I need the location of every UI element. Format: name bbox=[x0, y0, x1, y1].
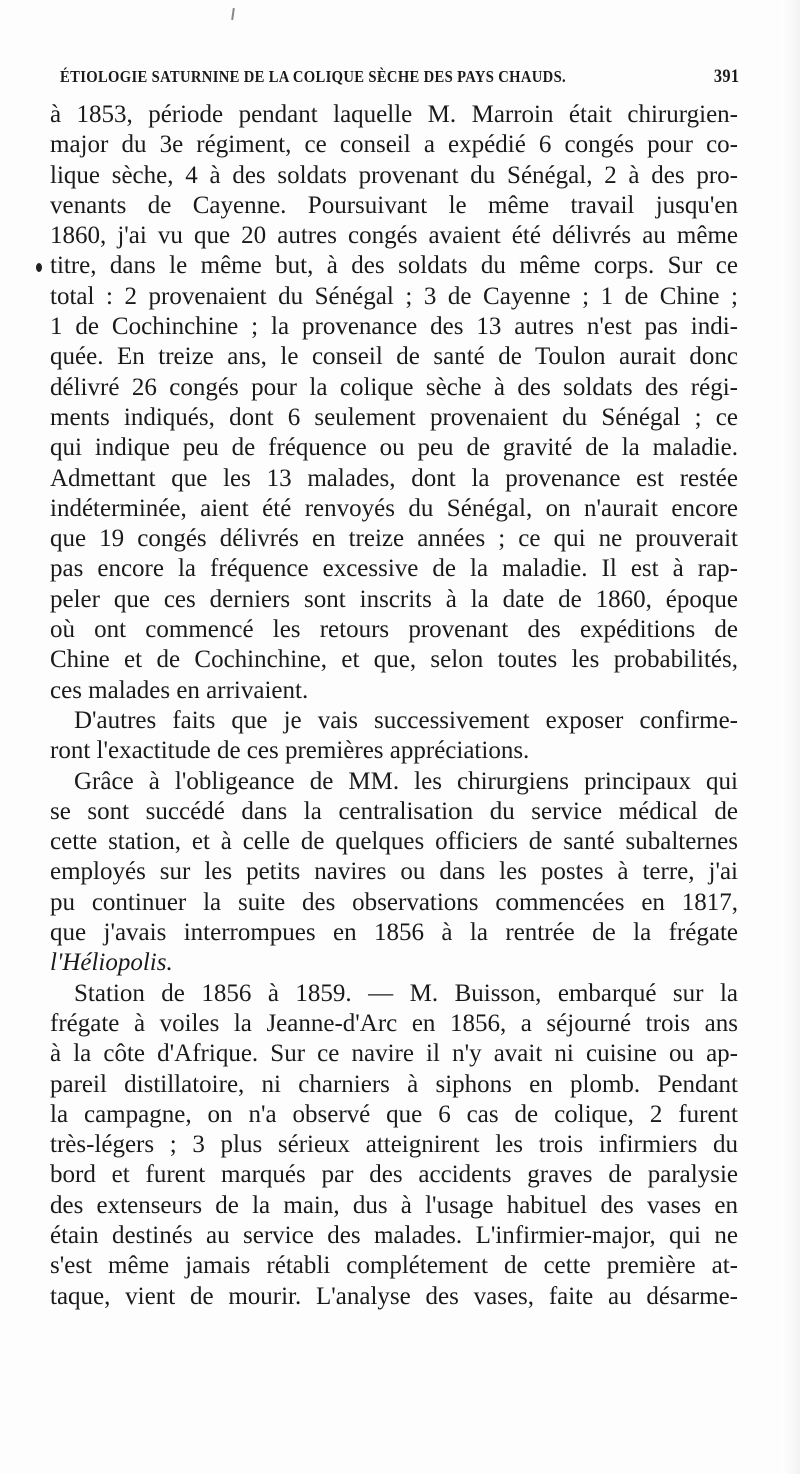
text-line: étain destinés au service des malades. L'infirmier-major, qui ne bbox=[50, 1221, 738, 1249]
text-line: frégate à voiles la Jeanne-d'Arc en 1856, a séjourné trois ans bbox=[50, 1009, 738, 1037]
text-line: employés sur les petits navires ou dans les postes à terre, j'ai bbox=[50, 858, 738, 886]
text-line: 1 de Cochinchine ; la provenance des 13 autres n'est pas indi- bbox=[50, 313, 738, 341]
text-line: pu continuer la suite des observations commencées en 1817, bbox=[50, 888, 738, 916]
text-line: D'autres faits que je vais successivement exposer confirme- bbox=[74, 706, 738, 734]
ink-mark bbox=[231, 8, 235, 20]
text-line: lique sèche, 4 à des soldats provenant du Sénégal, 2 à des pro- bbox=[50, 161, 738, 189]
text-line: Station de 1856 à 1859. — M. Buisson, embarqué sur la bbox=[74, 979, 738, 1007]
text-line: taque, vient de mourir. L'analyse des vases, faite au désarme- bbox=[50, 1282, 738, 1310]
text-line: cette station, et à celle de quelques officiers de santé subalternes bbox=[50, 828, 738, 856]
text-line: des extenseurs de la main, dus à l'usage habituel des vases en bbox=[50, 1191, 738, 1219]
text-line: ces malades en arrivaient. bbox=[50, 676, 309, 704]
text-line: se sont succédé dans la centralisation du service médical de bbox=[50, 797, 738, 825]
text-line: 1860, j'ai vu que 20 autres congés avaient été délivrés au même bbox=[50, 222, 738, 250]
text-line: major du 3e régiment, ce conseil a expédié 6 congés pour co- bbox=[50, 131, 738, 159]
header-title: ÉTIOLOGIE SATURNINE DE LA COLIQUE SÈCHE DES PAYS CHAUDS. bbox=[60, 67, 567, 86]
text-line: très-légers ; 3 plus sérieux atteignirent les trois infirmiers du bbox=[50, 1131, 738, 1159]
page-edge-shadow bbox=[782, 0, 800, 1474]
body-text bbox=[50, 100, 738, 1312]
text-line: Grâce à l'obligeance de MM. les chirurgiens principaux qui bbox=[74, 767, 738, 795]
text-line: venants de Cayenne. Poursuivant le même travail jusqu'en bbox=[50, 191, 738, 219]
paragraph bbox=[50, 100, 738, 706]
text-line: la campagne, on n'a observé que 6 cas de colique, 2 furent bbox=[50, 1100, 738, 1128]
text-line: indéterminée, aient été renvoyés du Sénégal, on n'aurait encore bbox=[50, 494, 738, 522]
text-line: pas encore la fréquence excessive de la maladie. Il est à rap- bbox=[50, 555, 738, 583]
margin-ink-dot bbox=[36, 263, 42, 272]
page-number: 391 bbox=[713, 66, 740, 87]
text-line: que j'avais interrompues en 1856 à la rentrée de la frégate bbox=[50, 919, 738, 947]
text-line: quée. En treize ans, le conseil de santé de Toulon aurait donc bbox=[50, 343, 738, 371]
text-line: ments indiqués, dont 6 seulement provenaient du Sénégal ; ce bbox=[50, 403, 738, 431]
text-line: l'Héliopolis. bbox=[50, 949, 173, 977]
paragraph bbox=[50, 979, 738, 1312]
text-line: Chine et de Cochinchine, et que, selon toutes les probabilités, bbox=[50, 646, 738, 674]
text-line: pareil distillatoire, ni charniers à siphons en plomb. Pendant bbox=[50, 1070, 738, 1098]
text-line: total : 2 provenaient du Sénégal ; 3 de Cayenne ; 1 de Chine ; bbox=[50, 282, 738, 310]
text-line: que 19 congés délivrés en treize années ; ce qui ne prouverait bbox=[50, 525, 738, 553]
text-line: à 1853, période pendant laquelle M. Marroin était chirurgien- bbox=[50, 101, 738, 128]
text-line: ront l'exactitude de ces premières appréciations. bbox=[50, 737, 530, 765]
text-line: à la côte d'Afrique. Sur ce navire il n'y avait ni cuisine ou ap- bbox=[50, 1040, 738, 1068]
text-line: qui indique peu de fréquence ou peu de gravité de la maladie. bbox=[50, 434, 738, 462]
text-line: bord et furent marqués par des accidents graves de paralysie bbox=[50, 1161, 738, 1189]
paragraph bbox=[50, 706, 738, 767]
text-line: où ont commencé les retours provenant des expéditions de bbox=[50, 616, 738, 644]
running-header bbox=[60, 66, 739, 88]
paragraph bbox=[50, 767, 738, 979]
text-line: s'est même jamais rétabli complétement de cette première at- bbox=[50, 1252, 738, 1280]
text-line: Admettant que les 13 malades, dont la provenance est restée bbox=[50, 464, 738, 492]
text-line: peler que ces derniers sont inscrits à la date de 1860, époque bbox=[50, 585, 738, 613]
text-line: titre, dans le même but, à des soldats du même corps. Sur ce bbox=[50, 252, 738, 280]
text-line: délivré 26 congés pour la colique sèche à des soldats des régi- bbox=[50, 373, 738, 401]
